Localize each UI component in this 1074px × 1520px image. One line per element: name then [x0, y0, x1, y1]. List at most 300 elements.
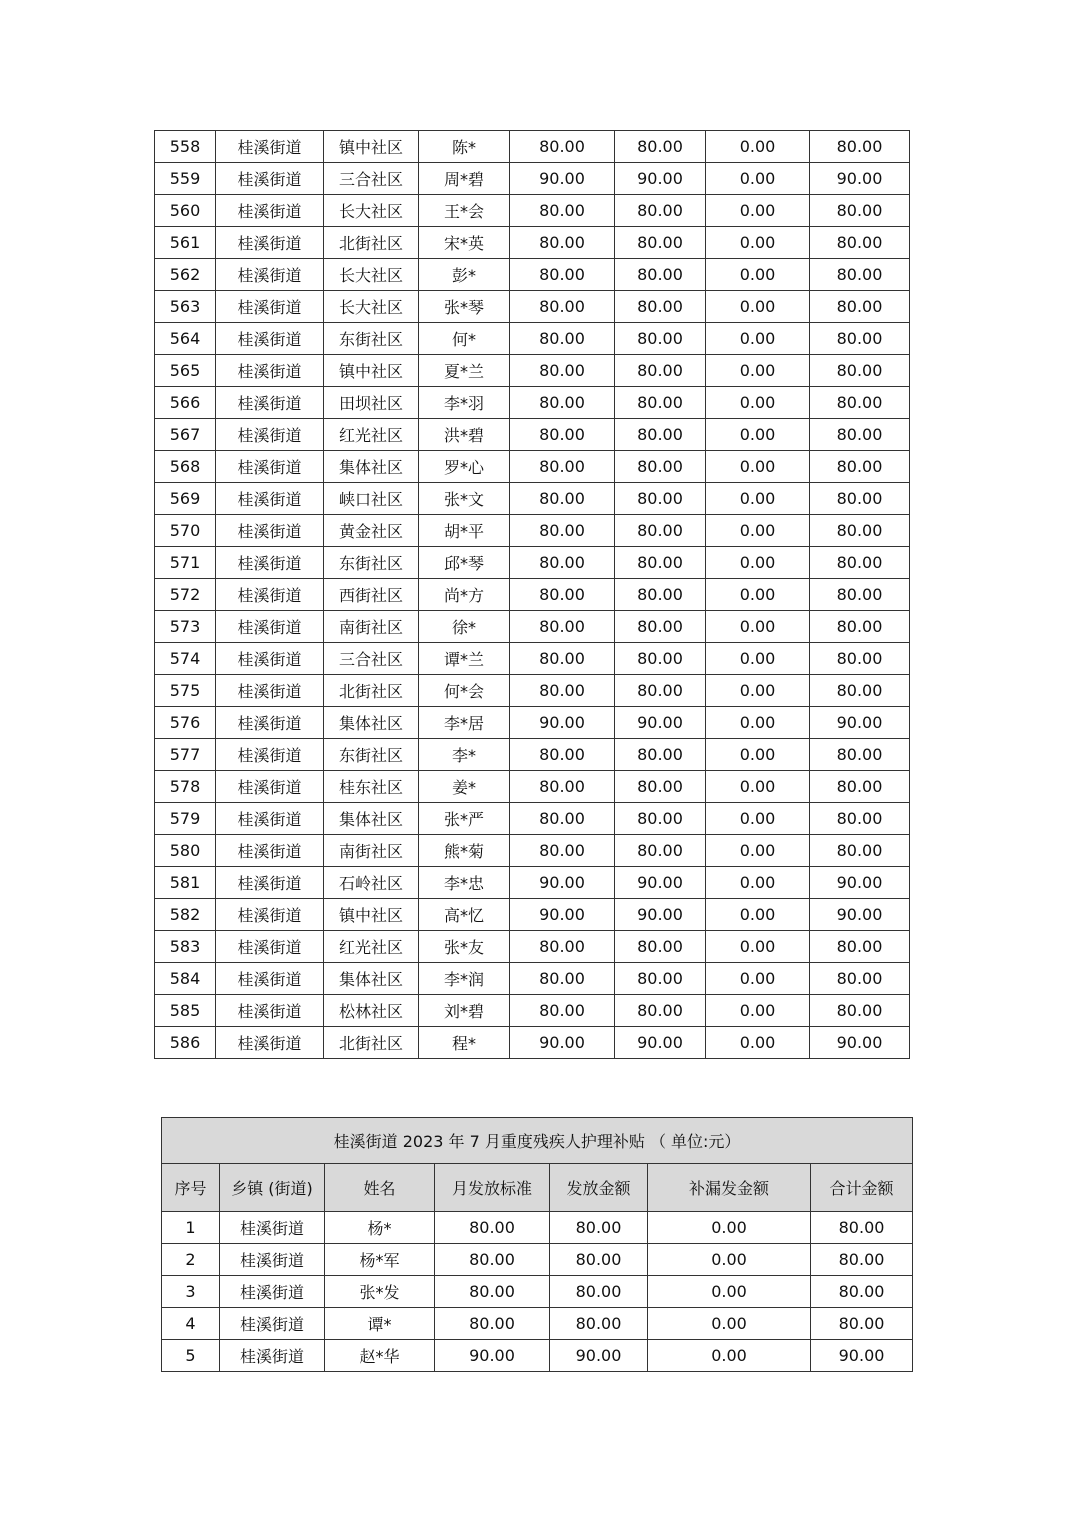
- cell-serial: 558: [155, 131, 216, 163]
- cell-supplement-amount: 0.00: [706, 547, 810, 579]
- cell-monthly-standard: 80.00: [510, 451, 615, 483]
- cell-township: 桂溪街道: [216, 611, 324, 643]
- header-township: 乡镇 (街道): [220, 1164, 325, 1212]
- cell-serial: 579: [155, 803, 216, 835]
- cell-community: 东街社区: [324, 547, 419, 579]
- cell-name: 邱*琴: [419, 547, 510, 579]
- cell-community: 黄金社区: [324, 515, 419, 547]
- cell-name: 徐*: [419, 611, 510, 643]
- cell-name: 姜*: [419, 771, 510, 803]
- header-name: 姓名: [325, 1164, 435, 1212]
- cell-community: 北街社区: [324, 1027, 419, 1059]
- cell-name: 张*发: [325, 1276, 435, 1308]
- cell-monthly-standard: 80.00: [510, 259, 615, 291]
- cell-monthly-standard: 80.00: [510, 291, 615, 323]
- cell-issued-amount: 80.00: [615, 323, 706, 355]
- cell-township: 桂溪街道: [216, 835, 324, 867]
- cell-name: 罗*心: [419, 451, 510, 483]
- cell-total-amount: 90.00: [810, 707, 910, 739]
- subsidy-table-body: [155, 131, 910, 1059]
- cell-issued-amount: 80.00: [615, 387, 706, 419]
- cell-serial: 562: [155, 259, 216, 291]
- table-row: [162, 1308, 913, 1340]
- cell-total-amount: 90.00: [810, 163, 910, 195]
- table-row: [155, 291, 910, 323]
- cell-name: 程*: [419, 1027, 510, 1059]
- cell-supplement-amount: 0.00: [706, 707, 810, 739]
- cell-supplement-amount: 0.00: [706, 643, 810, 675]
- cell-supplement-amount: 0.00: [706, 163, 810, 195]
- cell-serial: 5: [162, 1340, 220, 1372]
- cell-total-amount: 80.00: [810, 259, 910, 291]
- cell-township: 桂溪街道: [216, 323, 324, 355]
- table-row: [155, 643, 910, 675]
- cell-serial: 573: [155, 611, 216, 643]
- cell-total-amount: 80.00: [810, 451, 910, 483]
- cell-community: 集体社区: [324, 707, 419, 739]
- cell-township: 桂溪街道: [216, 963, 324, 995]
- cell-name: 何*: [419, 323, 510, 355]
- cell-total-amount: 80.00: [810, 803, 910, 835]
- cell-community: 北街社区: [324, 227, 419, 259]
- cell-name: 洪*碧: [419, 419, 510, 451]
- cell-supplement-amount: 0.00: [706, 355, 810, 387]
- cell-community: 长大社区: [324, 195, 419, 227]
- cell-township: 桂溪街道: [216, 291, 324, 323]
- cell-issued-amount: 90.00: [550, 1340, 648, 1372]
- cell-supplement-amount: 0.00: [706, 483, 810, 515]
- cell-name: 宋*英: [419, 227, 510, 259]
- cell-total-amount: 80.00: [810, 643, 910, 675]
- table-row: [155, 515, 910, 547]
- cell-issued-amount: 90.00: [615, 1027, 706, 1059]
- cell-name: 彭*: [419, 259, 510, 291]
- cell-issued-amount: 80.00: [550, 1308, 648, 1340]
- cell-serial: 571: [155, 547, 216, 579]
- cell-township: 桂溪街道: [220, 1308, 325, 1340]
- cell-name: 高*忆: [419, 899, 510, 931]
- cell-total-amount: 80.00: [810, 131, 910, 163]
- cell-supplement-amount: 0.00: [648, 1340, 811, 1372]
- cell-issued-amount: 80.00: [615, 579, 706, 611]
- table-title-row: [162, 1118, 913, 1164]
- cell-name: 李*忠: [419, 867, 510, 899]
- cell-serial: 560: [155, 195, 216, 227]
- cell-total-amount: 80.00: [811, 1244, 913, 1276]
- cell-monthly-standard: 80.00: [510, 227, 615, 259]
- cell-total-amount: 90.00: [810, 867, 910, 899]
- cell-name: 赵*华: [325, 1340, 435, 1372]
- cell-monthly-standard: 80.00: [510, 803, 615, 835]
- cell-community: 松林社区: [324, 995, 419, 1027]
- cell-issued-amount: 90.00: [615, 867, 706, 899]
- table-row: [155, 963, 910, 995]
- cell-serial: 570: [155, 515, 216, 547]
- cell-name: 周*碧: [419, 163, 510, 195]
- table-row: [155, 323, 910, 355]
- cell-monthly-standard: 80.00: [510, 963, 615, 995]
- cell-supplement-amount: 0.00: [706, 867, 810, 899]
- cell-township: 桂溪街道: [216, 355, 324, 387]
- cell-total-amount: 80.00: [810, 291, 910, 323]
- cell-serial: 564: [155, 323, 216, 355]
- cell-total-amount: 80.00: [810, 963, 910, 995]
- cell-issued-amount: 80.00: [615, 643, 706, 675]
- cell-total-amount: 80.00: [810, 547, 910, 579]
- cell-total-amount: 90.00: [810, 1027, 910, 1059]
- cell-township: 桂溪街道: [216, 867, 324, 899]
- cell-monthly-standard: 80.00: [510, 931, 615, 963]
- cell-serial: 568: [155, 451, 216, 483]
- cell-supplement-amount: 0.00: [706, 131, 810, 163]
- table-row: [162, 1212, 913, 1244]
- cell-township: 桂溪街道: [216, 707, 324, 739]
- cell-total-amount: 80.00: [810, 195, 910, 227]
- cell-monthly-standard: 80.00: [435, 1276, 550, 1308]
- cell-serial: 577: [155, 739, 216, 771]
- cell-serial: 3: [162, 1276, 220, 1308]
- cell-total-amount: 80.00: [810, 611, 910, 643]
- cell-total-amount: 80.00: [810, 323, 910, 355]
- cell-monthly-standard: 80.00: [510, 675, 615, 707]
- cell-supplement-amount: 0.00: [706, 259, 810, 291]
- cell-serial: 584: [155, 963, 216, 995]
- cell-serial: 580: [155, 835, 216, 867]
- cell-issued-amount: 80.00: [615, 259, 706, 291]
- cell-issued-amount: 80.00: [615, 291, 706, 323]
- cell-township: 桂溪街道: [220, 1340, 325, 1372]
- cell-name: 刘*碧: [419, 995, 510, 1027]
- table-row: [155, 355, 910, 387]
- cell-serial: 559: [155, 163, 216, 195]
- cell-township: 桂溪街道: [216, 131, 324, 163]
- cell-total-amount: 80.00: [810, 419, 910, 451]
- cell-community: 田坝社区: [324, 387, 419, 419]
- cell-issued-amount: 80.00: [615, 835, 706, 867]
- cell-issued-amount: 80.00: [615, 131, 706, 163]
- cell-supplement-amount: 0.00: [706, 579, 810, 611]
- cell-serial: 1: [162, 1212, 220, 1244]
- cell-name: 张*琴: [419, 291, 510, 323]
- cell-monthly-standard: 80.00: [510, 483, 615, 515]
- cell-township: 桂溪街道: [216, 419, 324, 451]
- cell-name: 胡*平: [419, 515, 510, 547]
- cell-name: 谭*兰: [419, 643, 510, 675]
- cell-total-amount: 80.00: [811, 1276, 913, 1308]
- cell-serial: 567: [155, 419, 216, 451]
- cell-community: 三合社区: [324, 643, 419, 675]
- table-row: [155, 195, 910, 227]
- cell-name: 杨*: [325, 1212, 435, 1244]
- table-row: [155, 131, 910, 163]
- cell-name: 尚*方: [419, 579, 510, 611]
- cell-monthly-standard: 80.00: [510, 387, 615, 419]
- table-row: [155, 227, 910, 259]
- cell-supplement-amount: 0.00: [648, 1308, 811, 1340]
- cell-monthly-standard: 80.00: [510, 547, 615, 579]
- cell-serial: 575: [155, 675, 216, 707]
- cell-supplement-amount: 0.00: [648, 1212, 811, 1244]
- table-row: [155, 675, 910, 707]
- cell-total-amount: 80.00: [811, 1308, 913, 1340]
- cell-township: 桂溪街道: [216, 547, 324, 579]
- cell-monthly-standard: 90.00: [510, 1027, 615, 1059]
- cell-township: 桂溪街道: [220, 1244, 325, 1276]
- cell-issued-amount: 80.00: [615, 739, 706, 771]
- cell-serial: 4: [162, 1308, 220, 1340]
- cell-monthly-standard: 80.00: [510, 835, 615, 867]
- cell-community: 北街社区: [324, 675, 419, 707]
- cell-supplement-amount: 0.00: [706, 611, 810, 643]
- cell-serial: 2: [162, 1244, 220, 1276]
- cell-supplement-amount: 0.00: [706, 771, 810, 803]
- cell-community: 红光社区: [324, 419, 419, 451]
- table-row: [155, 419, 910, 451]
- cell-total-amount: 80.00: [810, 515, 910, 547]
- cell-supplement-amount: 0.00: [706, 451, 810, 483]
- table-header-row: [162, 1164, 913, 1212]
- cell-issued-amount: 80.00: [550, 1244, 648, 1276]
- cell-serial: 574: [155, 643, 216, 675]
- cell-township: 桂溪街道: [216, 771, 324, 803]
- cell-supplement-amount: 0.00: [706, 739, 810, 771]
- cell-issued-amount: 80.00: [615, 963, 706, 995]
- cell-monthly-standard: 90.00: [510, 163, 615, 195]
- cell-issued-amount: 80.00: [615, 419, 706, 451]
- cell-monthly-standard: 80.00: [510, 739, 615, 771]
- cell-monthly-standard: 80.00: [510, 195, 615, 227]
- cell-community: 镇中社区: [324, 355, 419, 387]
- cell-monthly-standard: 80.00: [435, 1308, 550, 1340]
- cell-community: 集体社区: [324, 963, 419, 995]
- table-row: [155, 739, 910, 771]
- cell-total-amount: 90.00: [811, 1340, 913, 1372]
- cell-serial: 565: [155, 355, 216, 387]
- subsidy-table-july-2023: [161, 1117, 913, 1372]
- cell-total-amount: 80.00: [810, 995, 910, 1027]
- table-row: [155, 163, 910, 195]
- cell-supplement-amount: 0.00: [648, 1244, 811, 1276]
- cell-name: 王*会: [419, 195, 510, 227]
- cell-serial: 563: [155, 291, 216, 323]
- cell-community: 红光社区: [324, 931, 419, 963]
- header-monthly-standard: 月发放标准: [435, 1164, 550, 1212]
- cell-township: 桂溪街道: [216, 675, 324, 707]
- cell-issued-amount: 80.00: [615, 931, 706, 963]
- header-issued-amount: 发放金额: [550, 1164, 648, 1212]
- cell-supplement-amount: 0.00: [706, 963, 810, 995]
- header-total-amount: 合计金额: [811, 1164, 913, 1212]
- cell-township: 桂溪街道: [216, 995, 324, 1027]
- cell-monthly-standard: 90.00: [510, 867, 615, 899]
- cell-name: 熊*菊: [419, 835, 510, 867]
- cell-community: 石岭社区: [324, 867, 419, 899]
- cell-name: 李*居: [419, 707, 510, 739]
- cell-issued-amount: 80.00: [615, 355, 706, 387]
- cell-community: 东街社区: [324, 323, 419, 355]
- cell-issued-amount: 80.00: [615, 483, 706, 515]
- cell-supplement-amount: 0.00: [648, 1276, 811, 1308]
- table-row: [155, 259, 910, 291]
- cell-township: 桂溪街道: [216, 195, 324, 227]
- subsidy-table-july-body: [162, 1212, 913, 1372]
- cell-total-amount: 80.00: [810, 771, 910, 803]
- cell-total-amount: 80.00: [810, 675, 910, 707]
- cell-monthly-standard: 80.00: [435, 1244, 550, 1276]
- cell-serial: 585: [155, 995, 216, 1027]
- table-row: [155, 771, 910, 803]
- cell-issued-amount: 80.00: [615, 675, 706, 707]
- table-row: [162, 1244, 913, 1276]
- cell-community: 桂东社区: [324, 771, 419, 803]
- cell-issued-amount: 80.00: [615, 451, 706, 483]
- cell-supplement-amount: 0.00: [706, 931, 810, 963]
- table-row: [155, 451, 910, 483]
- table-row: [162, 1340, 913, 1372]
- cell-monthly-standard: 90.00: [510, 707, 615, 739]
- cell-community: 集体社区: [324, 451, 419, 483]
- table-row: [155, 867, 910, 899]
- cell-monthly-standard: 80.00: [435, 1212, 550, 1244]
- cell-monthly-standard: 80.00: [510, 995, 615, 1027]
- cell-community: 集体社区: [324, 803, 419, 835]
- table-row: [155, 547, 910, 579]
- cell-township: 桂溪街道: [216, 387, 324, 419]
- header-supplement-amount: 补漏发金额: [648, 1164, 811, 1212]
- cell-name: 李*羽: [419, 387, 510, 419]
- cell-issued-amount: 80.00: [615, 803, 706, 835]
- cell-township: 桂溪街道: [216, 899, 324, 931]
- cell-serial: 582: [155, 899, 216, 931]
- cell-issued-amount: 80.00: [615, 771, 706, 803]
- cell-serial: 581: [155, 867, 216, 899]
- table-row: [155, 611, 910, 643]
- cell-township: 桂溪街道: [216, 515, 324, 547]
- cell-supplement-amount: 0.00: [706, 1027, 810, 1059]
- cell-monthly-standard: 90.00: [510, 899, 615, 931]
- cell-township: 桂溪街道: [216, 259, 324, 291]
- cell-issued-amount: 90.00: [615, 899, 706, 931]
- cell-township: 桂溪街道: [216, 483, 324, 515]
- cell-issued-amount: 80.00: [615, 611, 706, 643]
- cell-issued-amount: 80.00: [615, 515, 706, 547]
- cell-name: 谭*: [325, 1308, 435, 1340]
- cell-issued-amount: 80.00: [550, 1212, 648, 1244]
- cell-community: 镇中社区: [324, 131, 419, 163]
- cell-total-amount: 80.00: [810, 227, 910, 259]
- header-serial: 序号: [162, 1164, 220, 1212]
- cell-supplement-amount: 0.00: [706, 835, 810, 867]
- cell-monthly-standard: 80.00: [510, 579, 615, 611]
- cell-monthly-standard: 80.00: [510, 355, 615, 387]
- cell-name: 张*友: [419, 931, 510, 963]
- cell-community: 南街社区: [324, 611, 419, 643]
- cell-serial: 566: [155, 387, 216, 419]
- table-row: [155, 835, 910, 867]
- cell-name: 李*润: [419, 963, 510, 995]
- table-row: [155, 995, 910, 1027]
- cell-community: 东街社区: [324, 739, 419, 771]
- cell-name: 陈*: [419, 131, 510, 163]
- table-row: [155, 483, 910, 515]
- cell-total-amount: 80.00: [810, 739, 910, 771]
- cell-serial: 561: [155, 227, 216, 259]
- cell-community: 长大社区: [324, 259, 419, 291]
- cell-supplement-amount: 0.00: [706, 515, 810, 547]
- table-row: [155, 579, 910, 611]
- cell-township: 桂溪街道: [216, 643, 324, 675]
- cell-community: 长大社区: [324, 291, 419, 323]
- cell-total-amount: 80.00: [810, 355, 910, 387]
- cell-name: 夏*兰: [419, 355, 510, 387]
- cell-supplement-amount: 0.00: [706, 803, 810, 835]
- cell-name: 李*: [419, 739, 510, 771]
- cell-supplement-amount: 0.00: [706, 195, 810, 227]
- table-row: [162, 1276, 913, 1308]
- cell-township: 桂溪街道: [216, 579, 324, 611]
- table-row: [155, 899, 910, 931]
- cell-township: 桂溪街道: [216, 803, 324, 835]
- cell-serial: 572: [155, 579, 216, 611]
- cell-community: 三合社区: [324, 163, 419, 195]
- cell-supplement-amount: 0.00: [706, 227, 810, 259]
- cell-monthly-standard: 80.00: [510, 323, 615, 355]
- subsidy-table-continued: [154, 130, 910, 1059]
- cell-community: 峡口社区: [324, 483, 419, 515]
- cell-community: 西街社区: [324, 579, 419, 611]
- cell-total-amount: 80.00: [810, 579, 910, 611]
- cell-issued-amount: 80.00: [615, 547, 706, 579]
- cell-community: 南街社区: [324, 835, 419, 867]
- cell-township: 桂溪街道: [216, 451, 324, 483]
- cell-serial: 583: [155, 931, 216, 963]
- cell-name: 张*严: [419, 803, 510, 835]
- cell-monthly-standard: 80.00: [510, 419, 615, 451]
- cell-issued-amount: 80.00: [615, 995, 706, 1027]
- cell-name: 杨*军: [325, 1244, 435, 1276]
- cell-serial: 586: [155, 1027, 216, 1059]
- cell-serial: 576: [155, 707, 216, 739]
- cell-supplement-amount: 0.00: [706, 419, 810, 451]
- table-row: [155, 803, 910, 835]
- cell-supplement-amount: 0.00: [706, 995, 810, 1027]
- cell-total-amount: 80.00: [810, 835, 910, 867]
- cell-monthly-standard: 80.00: [510, 131, 615, 163]
- cell-monthly-standard: 80.00: [510, 771, 615, 803]
- cell-total-amount: 90.00: [810, 899, 910, 931]
- table-row: [155, 387, 910, 419]
- cell-supplement-amount: 0.00: [706, 675, 810, 707]
- table-row: [155, 1027, 910, 1059]
- cell-issued-amount: 90.00: [615, 707, 706, 739]
- cell-monthly-standard: 80.00: [510, 515, 615, 547]
- cell-township: 桂溪街道: [216, 163, 324, 195]
- cell-monthly-standard: 80.00: [510, 611, 615, 643]
- cell-township: 桂溪街道: [216, 227, 324, 259]
- cell-monthly-standard: 80.00: [510, 643, 615, 675]
- cell-township: 桂溪街道: [220, 1276, 325, 1308]
- cell-issued-amount: 80.00: [550, 1276, 648, 1308]
- cell-community: 镇中社区: [324, 899, 419, 931]
- cell-supplement-amount: 0.00: [706, 387, 810, 419]
- cell-supplement-amount: 0.00: [706, 323, 810, 355]
- table-row: [155, 707, 910, 739]
- cell-serial: 569: [155, 483, 216, 515]
- cell-issued-amount: 80.00: [615, 227, 706, 259]
- cell-supplement-amount: 0.00: [706, 291, 810, 323]
- cell-issued-amount: 80.00: [615, 195, 706, 227]
- cell-township: 桂溪街道: [216, 739, 324, 771]
